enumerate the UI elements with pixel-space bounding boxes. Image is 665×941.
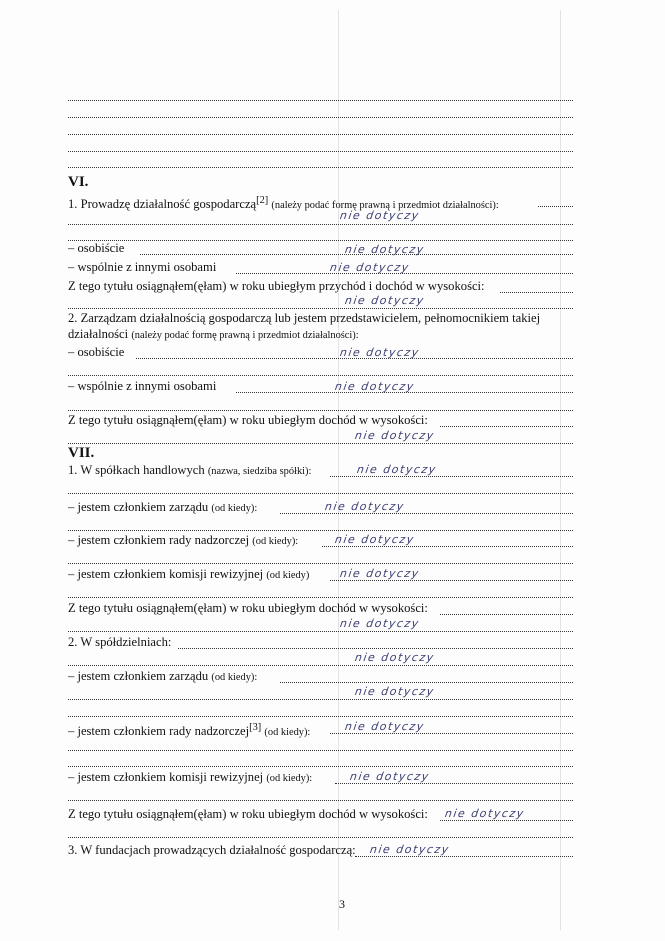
section-vii-heading: VII. — [68, 445, 95, 461]
handwritten-answer: nie dotyczy — [354, 429, 436, 442]
dotted-line — [68, 837, 573, 838]
board-label: – jestem członkiem zarządu (od kiedy): — [68, 500, 258, 514]
dotted-line — [178, 648, 573, 649]
income-label: Z tego tytułu osiągnąłem(ęłam) w roku ubiegłym dochód w wysokości: — [68, 413, 428, 427]
income-label: Z tego tytułu osiągnąłem(ęłam) w roku ubiegłym przychód i dochód w wysokości: — [68, 279, 485, 293]
audit-committee-label: – jestem członkiem komisji rewizyjnej (od kiedy) — [68, 567, 310, 581]
dotted-line — [440, 426, 573, 427]
dotted-line — [280, 513, 573, 514]
dotted-line — [68, 240, 573, 241]
dotted-line — [280, 682, 573, 683]
dotted-line — [440, 820, 573, 821]
section-vi-heading: VI. — [68, 174, 89, 190]
scan-fold-line — [338, 10, 339, 930]
dotted-line — [335, 783, 573, 784]
dotted-line — [68, 766, 573, 767]
page-number: 3 — [339, 897, 345, 911]
handwritten-answer: nie dotyczy — [344, 294, 426, 307]
dotted-line — [68, 443, 573, 444]
handwritten-answer: nie dotyczy — [344, 720, 426, 733]
dotted-line — [68, 224, 573, 225]
dotted-line — [68, 530, 573, 531]
supervisory-board-label: – jestem członkiem rady nadzorczej[3] (od kiedy): — [68, 722, 311, 739]
board-label: – jestem członkiem zarządu (od kiedy): — [68, 669, 258, 683]
dotted-line — [68, 308, 573, 309]
dotted-line — [68, 750, 573, 751]
handwritten-answer: nie dotyczy — [444, 807, 526, 820]
handwritten-answer: nie dotyczy — [349, 770, 431, 783]
dotted-line — [68, 716, 573, 717]
jointly-label: – wspólnie z innymi osobami — [68, 260, 217, 274]
section-vi-item-1: 1. Prowadzę działalność gospodarczą[2] (należy podać formę prawną i przedmiot działalności): — [68, 195, 499, 212]
handwritten-answer: nie dotyczy — [339, 209, 421, 222]
handwritten-answer: nie dotyczy — [356, 463, 438, 476]
income-label: Z tego tytułu osiągnąłem(ęłam) w roku ubiegłym dochód w wysokości: — [68, 601, 428, 615]
dotted-line — [68, 665, 573, 666]
dotted-line — [330, 733, 573, 734]
dotted-line — [68, 100, 573, 101]
income-label: Z tego tytułu osiągnąłem(ęłam) w roku ubiegłym dochód w wysokości: — [68, 807, 428, 821]
dotted-line — [322, 546, 573, 547]
dotted-line — [68, 134, 573, 135]
handwritten-answer: nie dotyczy — [369, 843, 451, 856]
dotted-line — [538, 206, 573, 207]
dotted-line — [68, 375, 573, 376]
handwritten-answer: nie dotyczy — [339, 567, 421, 580]
section-vii-item-2: 2. W spółdzielniach: — [68, 635, 172, 649]
dotted-line — [500, 292, 573, 293]
scan-fold-line — [560, 10, 561, 930]
dotted-line — [68, 410, 573, 411]
dotted-line — [355, 856, 573, 857]
dotted-line — [68, 167, 573, 168]
personally-label: – osobiście — [68, 241, 125, 255]
handwritten-answer: nie dotyczy — [329, 261, 411, 274]
handwritten-answer: nie dotyczy — [334, 533, 416, 546]
dotted-line — [330, 476, 573, 477]
handwritten-answer: nie dotyczy — [334, 380, 416, 393]
dotted-line — [68, 597, 573, 598]
dotted-line — [68, 631, 573, 632]
jointly-label: – wspólnie z innymi osobami — [68, 379, 217, 393]
dotted-line — [68, 117, 573, 118]
supervisory-board-label: – jestem członkiem rady nadzorczej (od kiedy): — [68, 533, 299, 547]
handwritten-answer: nie dotyczy — [324, 500, 406, 513]
handwritten-answer: nie dotyczy — [354, 685, 436, 698]
handwritten-answer: nie dotyczy — [339, 617, 421, 630]
section-vii-item-1: 1. W spółkach handlowych (nazwa, siedziba spółki): — [68, 463, 312, 477]
audit-committee-label: – jestem członkiem komisji rewizyjnej (od kiedy): — [68, 770, 313, 784]
dotted-line — [68, 151, 573, 152]
dotted-line — [68, 563, 573, 564]
handwritten-answer: nie dotyczy — [344, 243, 426, 256]
section-vii-item-3: 3. W fundacjach prowadzących działalność gospodarczą: — [68, 843, 356, 857]
personally-label: – osobiście — [68, 345, 125, 359]
dotted-line — [68, 493, 573, 494]
handwritten-answer: nie dotyczy — [339, 346, 421, 359]
handwritten-answer: nie dotyczy — [354, 651, 436, 664]
dotted-line — [68, 699, 573, 700]
section-vi-item-2-line2: działalności (należy podać formę prawną i przedmiot działalności): — [68, 327, 359, 341]
dotted-line — [330, 580, 573, 581]
section-vi-item-2-line1: 2. Zarządzam działalnością gospodarczą lub jestem przedstawicielem, pełnomocnikiem takiej — [68, 311, 541, 325]
dotted-line — [440, 614, 573, 615]
dotted-line — [68, 800, 573, 801]
